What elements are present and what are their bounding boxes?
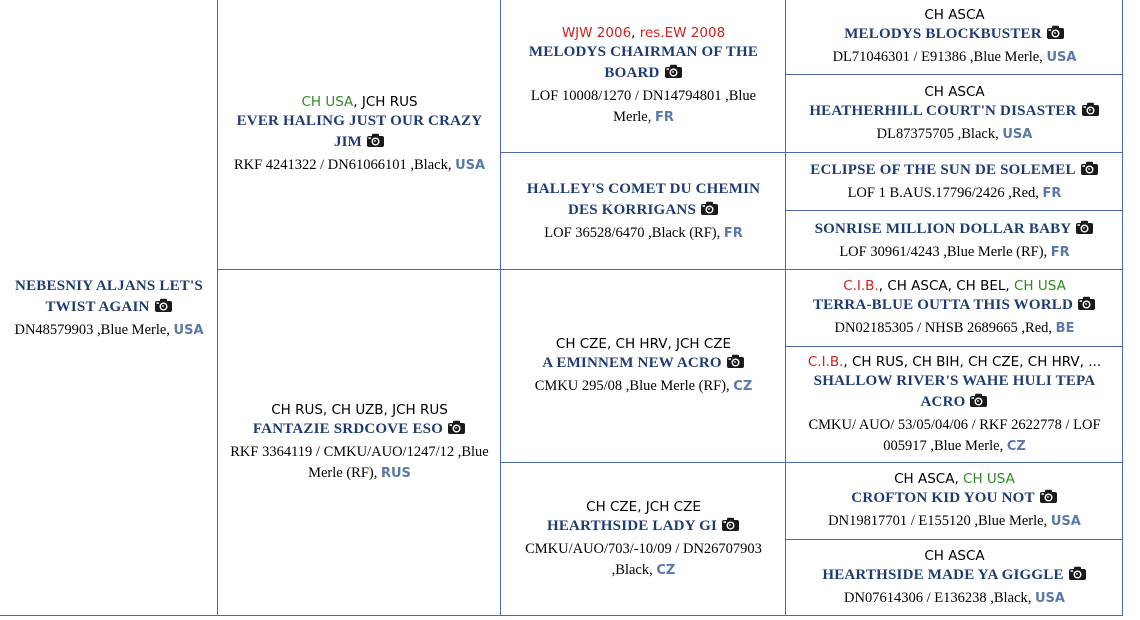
dog-name-line [796, 24, 1114, 47]
pedigree-cell [786, 153, 1123, 211]
dog-info [10, 320, 208, 341]
pedigree-cell [786, 270, 1123, 347]
camera-icon[interactable] [1081, 102, 1100, 124]
dog-name-link[interactable]: TERRA-BLUE OUTTA THIS WORLD [812, 297, 1074, 313]
dog-name-link[interactable]: SHALLOW RIVER'S WAHE HULI TEPA ACRO [813, 372, 1096, 410]
grid-divider [0, 615, 1123, 616]
country-code: FR [1050, 244, 1070, 260]
country-code: BE [1055, 321, 1075, 336]
grid-divider [500, 0, 501, 616]
title-segment: CH USA [301, 94, 354, 110]
title-segment: C.I.B. [807, 353, 844, 370]
camera-icon[interactable] [1080, 161, 1099, 183]
pedigree-cell [786, 211, 1123, 270]
country-code: USA [173, 322, 204, 338]
grid-divider [786, 210, 1123, 211]
title-segment: C.I.B. [843, 278, 879, 294]
dog-name-link[interactable]: FANTAZIE SRDCOVE ESO [252, 421, 444, 437]
dog-name-link[interactable]: MELODYS CHAIRMAN OF THE BOARD [528, 44, 759, 81]
pedigree-cell [786, 347, 1123, 463]
camera-icon[interactable] [366, 133, 385, 155]
country-code: FR [1042, 186, 1062, 201]
dog-titles [796, 354, 1114, 371]
dog-name-line [796, 101, 1114, 124]
title-segment: , CH RUS, CH BIH, CH CZE, CH HRV, ... [843, 353, 1102, 370]
pedigree-cell [501, 270, 786, 463]
country-code: USA [1002, 126, 1033, 142]
grid-divider [217, 0, 218, 616]
grid-divider [786, 74, 1123, 75]
title-segment: CH CZE, JCH CZE [586, 498, 701, 515]
pedigree-cell [218, 0, 501, 270]
dog-titles [515, 499, 773, 516]
title-segment: res.EW 2008 [639, 25, 726, 41]
dog-info [796, 47, 1114, 68]
dog-name-link[interactable]: EVER HALING JUST OUR CRAZY JIM [236, 113, 483, 150]
dog-name-line [228, 419, 491, 442]
dog-name-line [228, 111, 491, 155]
grid-divider [786, 269, 1123, 270]
dog-info [796, 588, 1114, 609]
pedigree-cell [786, 540, 1123, 616]
title-segment: WJW 2006 [561, 25, 632, 41]
registration-info: DN48579903 ,Blue Merle, [14, 321, 170, 338]
dog-info [796, 242, 1114, 263]
camera-icon[interactable] [1075, 220, 1094, 242]
dog-info [515, 223, 773, 244]
grid-divider [786, 539, 1123, 540]
camera-icon[interactable] [447, 420, 466, 442]
dog-name-line [515, 353, 773, 376]
registration-info: LOF 30961/4243 ,Blue Merle (RF), [839, 243, 1048, 260]
title-segment: , [631, 25, 640, 41]
dog-titles [796, 278, 1114, 295]
dog-name-link[interactable]: ECLIPSE OF THE SUN DE SOLEMEL [810, 162, 1076, 178]
country-code: USA [1046, 50, 1077, 65]
dog-name-link[interactable]: HEATHERHILL COURT'N DISASTER [809, 102, 1077, 119]
camera-icon[interactable] [1039, 489, 1058, 511]
registration-info: DN07614306 / E136238 ,Black, [844, 589, 1032, 606]
country-code: FR [723, 226, 743, 241]
country-code: FR [654, 110, 674, 125]
dog-name-link[interactable]: A EMINNEM NEW ACRO [542, 355, 722, 371]
dog-info [796, 415, 1114, 457]
dog-name-line [515, 516, 773, 539]
grid-divider [218, 269, 501, 270]
camera-icon[interactable] [1068, 566, 1087, 588]
dog-titles [228, 402, 491, 419]
country-code: CZ [1006, 438, 1026, 454]
dog-info [515, 539, 773, 581]
camera-icon[interactable] [721, 517, 740, 539]
grid-divider [786, 152, 1123, 153]
dog-name-link[interactable]: NEBESNIY ALJANS LET'S TWIST AGAIN [15, 277, 203, 315]
dog-titles [796, 7, 1114, 24]
dog-name-line [515, 42, 773, 86]
dog-titles [515, 336, 773, 353]
dog-name-line [796, 160, 1114, 183]
camera-icon[interactable] [969, 393, 988, 415]
registration-info: DN19817701 / E155120 ,Blue Merle, [828, 513, 1048, 529]
pedigree-cell [786, 463, 1123, 540]
grid-divider [501, 269, 786, 270]
dog-name-line [796, 219, 1114, 242]
dog-titles [228, 94, 491, 111]
registration-info: RKF 3364119 / CMKU/AUO/1247/12 ,Blue Merle (RF), [230, 444, 489, 481]
title-segment: CH ASCA, [894, 471, 964, 487]
dog-name-link[interactable]: CROFTON KID YOU NOT [851, 490, 1035, 506]
dog-name-link[interactable]: HALLEY'S COMET DU CHEMIN DES KORRIGANS [526, 181, 761, 218]
camera-icon[interactable] [700, 201, 719, 223]
pedigree-cell [501, 153, 786, 270]
title-segment: CH ASCA [924, 7, 985, 23]
registration-info: DL71046301 / E91386 ,Blue Merle, [832, 49, 1043, 65]
dog-name-link[interactable]: HEARTHSIDE LADY GI [546, 517, 718, 534]
grid-divider [785, 0, 786, 616]
title-segment: CH ASCA [924, 83, 985, 100]
title-segment: CH USA [1014, 278, 1066, 294]
pedigree-cell [218, 270, 501, 616]
dog-info [796, 511, 1114, 532]
grid-divider [1122, 0, 1123, 616]
dog-info [515, 86, 773, 128]
pedigree-cell [0, 0, 218, 616]
pedigree-cell [501, 0, 786, 153]
pedigree-cell [786, 75, 1123, 153]
country-code: USA [1050, 514, 1081, 529]
dog-titles [796, 548, 1114, 565]
dog-titles [796, 471, 1114, 488]
registration-info: DN02185305 / NHSB 2689665 ,Red, [834, 320, 1053, 336]
dog-name-line [10, 276, 208, 320]
dog-name-line [796, 565, 1114, 588]
dog-name-line [796, 295, 1114, 318]
dog-name-line [796, 371, 1114, 415]
camera-icon[interactable] [726, 354, 745, 376]
camera-icon[interactable] [154, 298, 173, 320]
dog-titles [796, 84, 1114, 101]
country-code: USA [1034, 590, 1065, 606]
dog-name-link[interactable]: SONRISE MILLION DOLLAR BABY [814, 220, 1072, 237]
dog-name-link[interactable]: MELODYS BLOCKBUSTER [844, 26, 1042, 42]
registration-info: CMKU/AUO/703/-10/09 / DN26707903 ,Black, [525, 540, 762, 578]
title-segment: , JCH RUS [353, 94, 418, 110]
dog-info [228, 155, 491, 176]
registration-info: LOF 10008/1270 / DN14794801 ,Blue Merle, [530, 88, 757, 125]
camera-icon[interactable] [664, 64, 683, 86]
registration-info: DL87375705 ,Black, [876, 125, 999, 142]
dog-titles [515, 25, 773, 42]
dog-name-link[interactable]: HEARTHSIDE MADE YA GIGGLE [822, 566, 1064, 583]
camera-icon[interactable] [1046, 25, 1065, 47]
registration-info: CMKU 295/08 ,Blue Merle (RF), [534, 378, 730, 394]
grid-divider [501, 462, 786, 463]
pedigree-cell [786, 0, 1123, 75]
registration-info: CMKU/ AUO/ 53/05/04/06 / RKF 2622778 / LOF 005917 ,Blue Merle, [808, 416, 1101, 454]
country-code: CZ [733, 379, 753, 394]
registration-info: LOF 36528/6470 ,Black (RF), [544, 225, 721, 241]
title-segment: CH USA [963, 471, 1015, 487]
dog-info [796, 318, 1114, 339]
title-segment: , CH ASCA, CH BEL, [878, 278, 1014, 294]
grid-divider [786, 462, 1123, 463]
grid-divider [786, 346, 1123, 347]
registration-info: LOF 1 B.AUS.17796/2426 ,Red, [847, 185, 1039, 201]
dog-info [796, 183, 1114, 204]
dog-name-line [796, 488, 1114, 511]
dog-info [228, 442, 491, 484]
dog-name-line [515, 179, 773, 223]
title-segment: CH ASCA [924, 547, 985, 564]
country-code: USA [455, 158, 486, 173]
title-segment: CH RUS, CH UZB, JCH RUS [271, 402, 448, 418]
pedigree-cell [501, 463, 786, 616]
registration-info: RKF 4241322 / DN61066101 ,Black, [233, 157, 452, 173]
dog-info [796, 124, 1114, 145]
country-code: RUS [380, 466, 411, 481]
country-code: CZ [656, 562, 676, 578]
camera-icon[interactable] [1077, 296, 1096, 318]
title-segment: CH CZE, CH HRV, JCH CZE [555, 336, 732, 352]
dog-info [515, 376, 773, 397]
grid-divider [501, 152, 786, 153]
